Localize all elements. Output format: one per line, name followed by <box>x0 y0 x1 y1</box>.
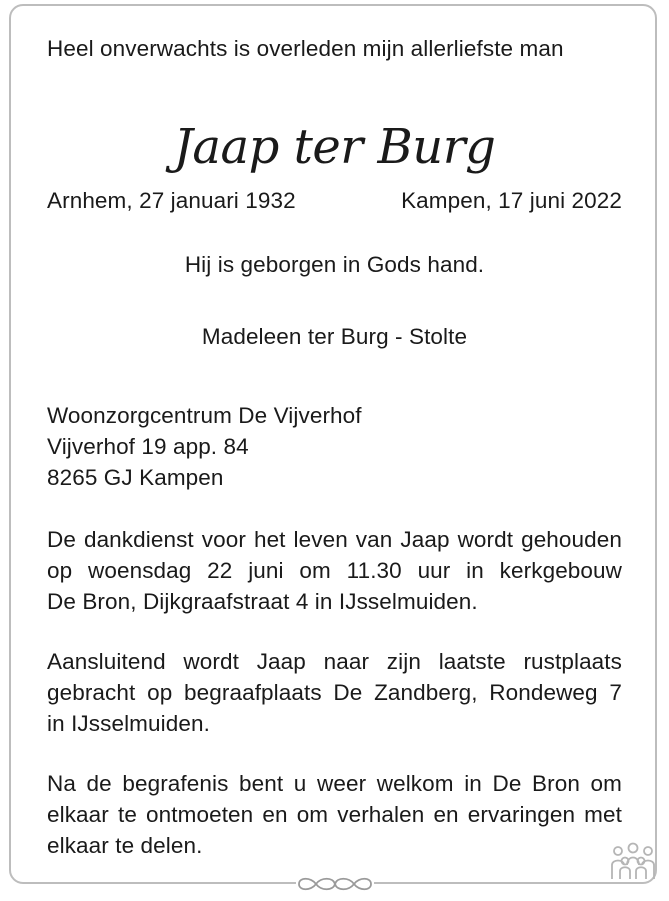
deceased-name: Jaap ter Burg <box>173 119 496 175</box>
intro-text: Heel onverwachts is overleden mijn allerliefste man <box>47 36 564 61</box>
service-paragraph <box>47 524 622 617</box>
family-name: Madeleen ter Burg - Stolte <box>201 324 468 349</box>
address-block <box>47 400 362 493</box>
infinity-loops-icon <box>296 872 374 896</box>
dates-row <box>47 185 622 216</box>
paragraph-line: gebracht op begraafplaats De Zandberg, Rondeweg 7 <box>47 680 622 705</box>
address-line: 8265 GJ Kampen <box>47 465 224 490</box>
paragraph-line: Aansluitend wordt Jaap naar zijn laatste rustplaats <box>47 649 622 674</box>
motto-text: Hij is geborgen in Gods hand. <box>184 252 485 277</box>
address-line: Woonzorgcentrum De Vijverhof <box>47 403 362 428</box>
address-line: Vijverhof 19 app. 84 <box>47 434 249 459</box>
paragraph-line: De Bron, Dijkgraafstraat 4 in IJsselmuiden. <box>47 589 478 614</box>
paragraph-line: in IJsselmuiden. <box>47 711 210 736</box>
death-date: Kampen, 17 juni 2022 <box>401 188 622 213</box>
paragraph-line: De dankdienst voor het leven van Jaap wordt gehouden <box>47 527 622 552</box>
paragraph-line: op woensdag 22 juni om 11.30 uur in kerkgebouw <box>47 558 622 583</box>
paragraph-line: Na de begrafenis bent u weer welkom in De Bron om <box>47 771 622 796</box>
paragraph-line: elkaar te delen. <box>47 833 203 858</box>
people-group-icon <box>608 841 658 883</box>
paragraph-line: elkaar te ontmoeten en om verhalen en ervaringen met <box>47 802 622 827</box>
reception-paragraph <box>47 768 622 861</box>
birth-date: Arnhem, 27 januari 1932 <box>47 188 296 213</box>
burial-paragraph <box>47 646 622 739</box>
